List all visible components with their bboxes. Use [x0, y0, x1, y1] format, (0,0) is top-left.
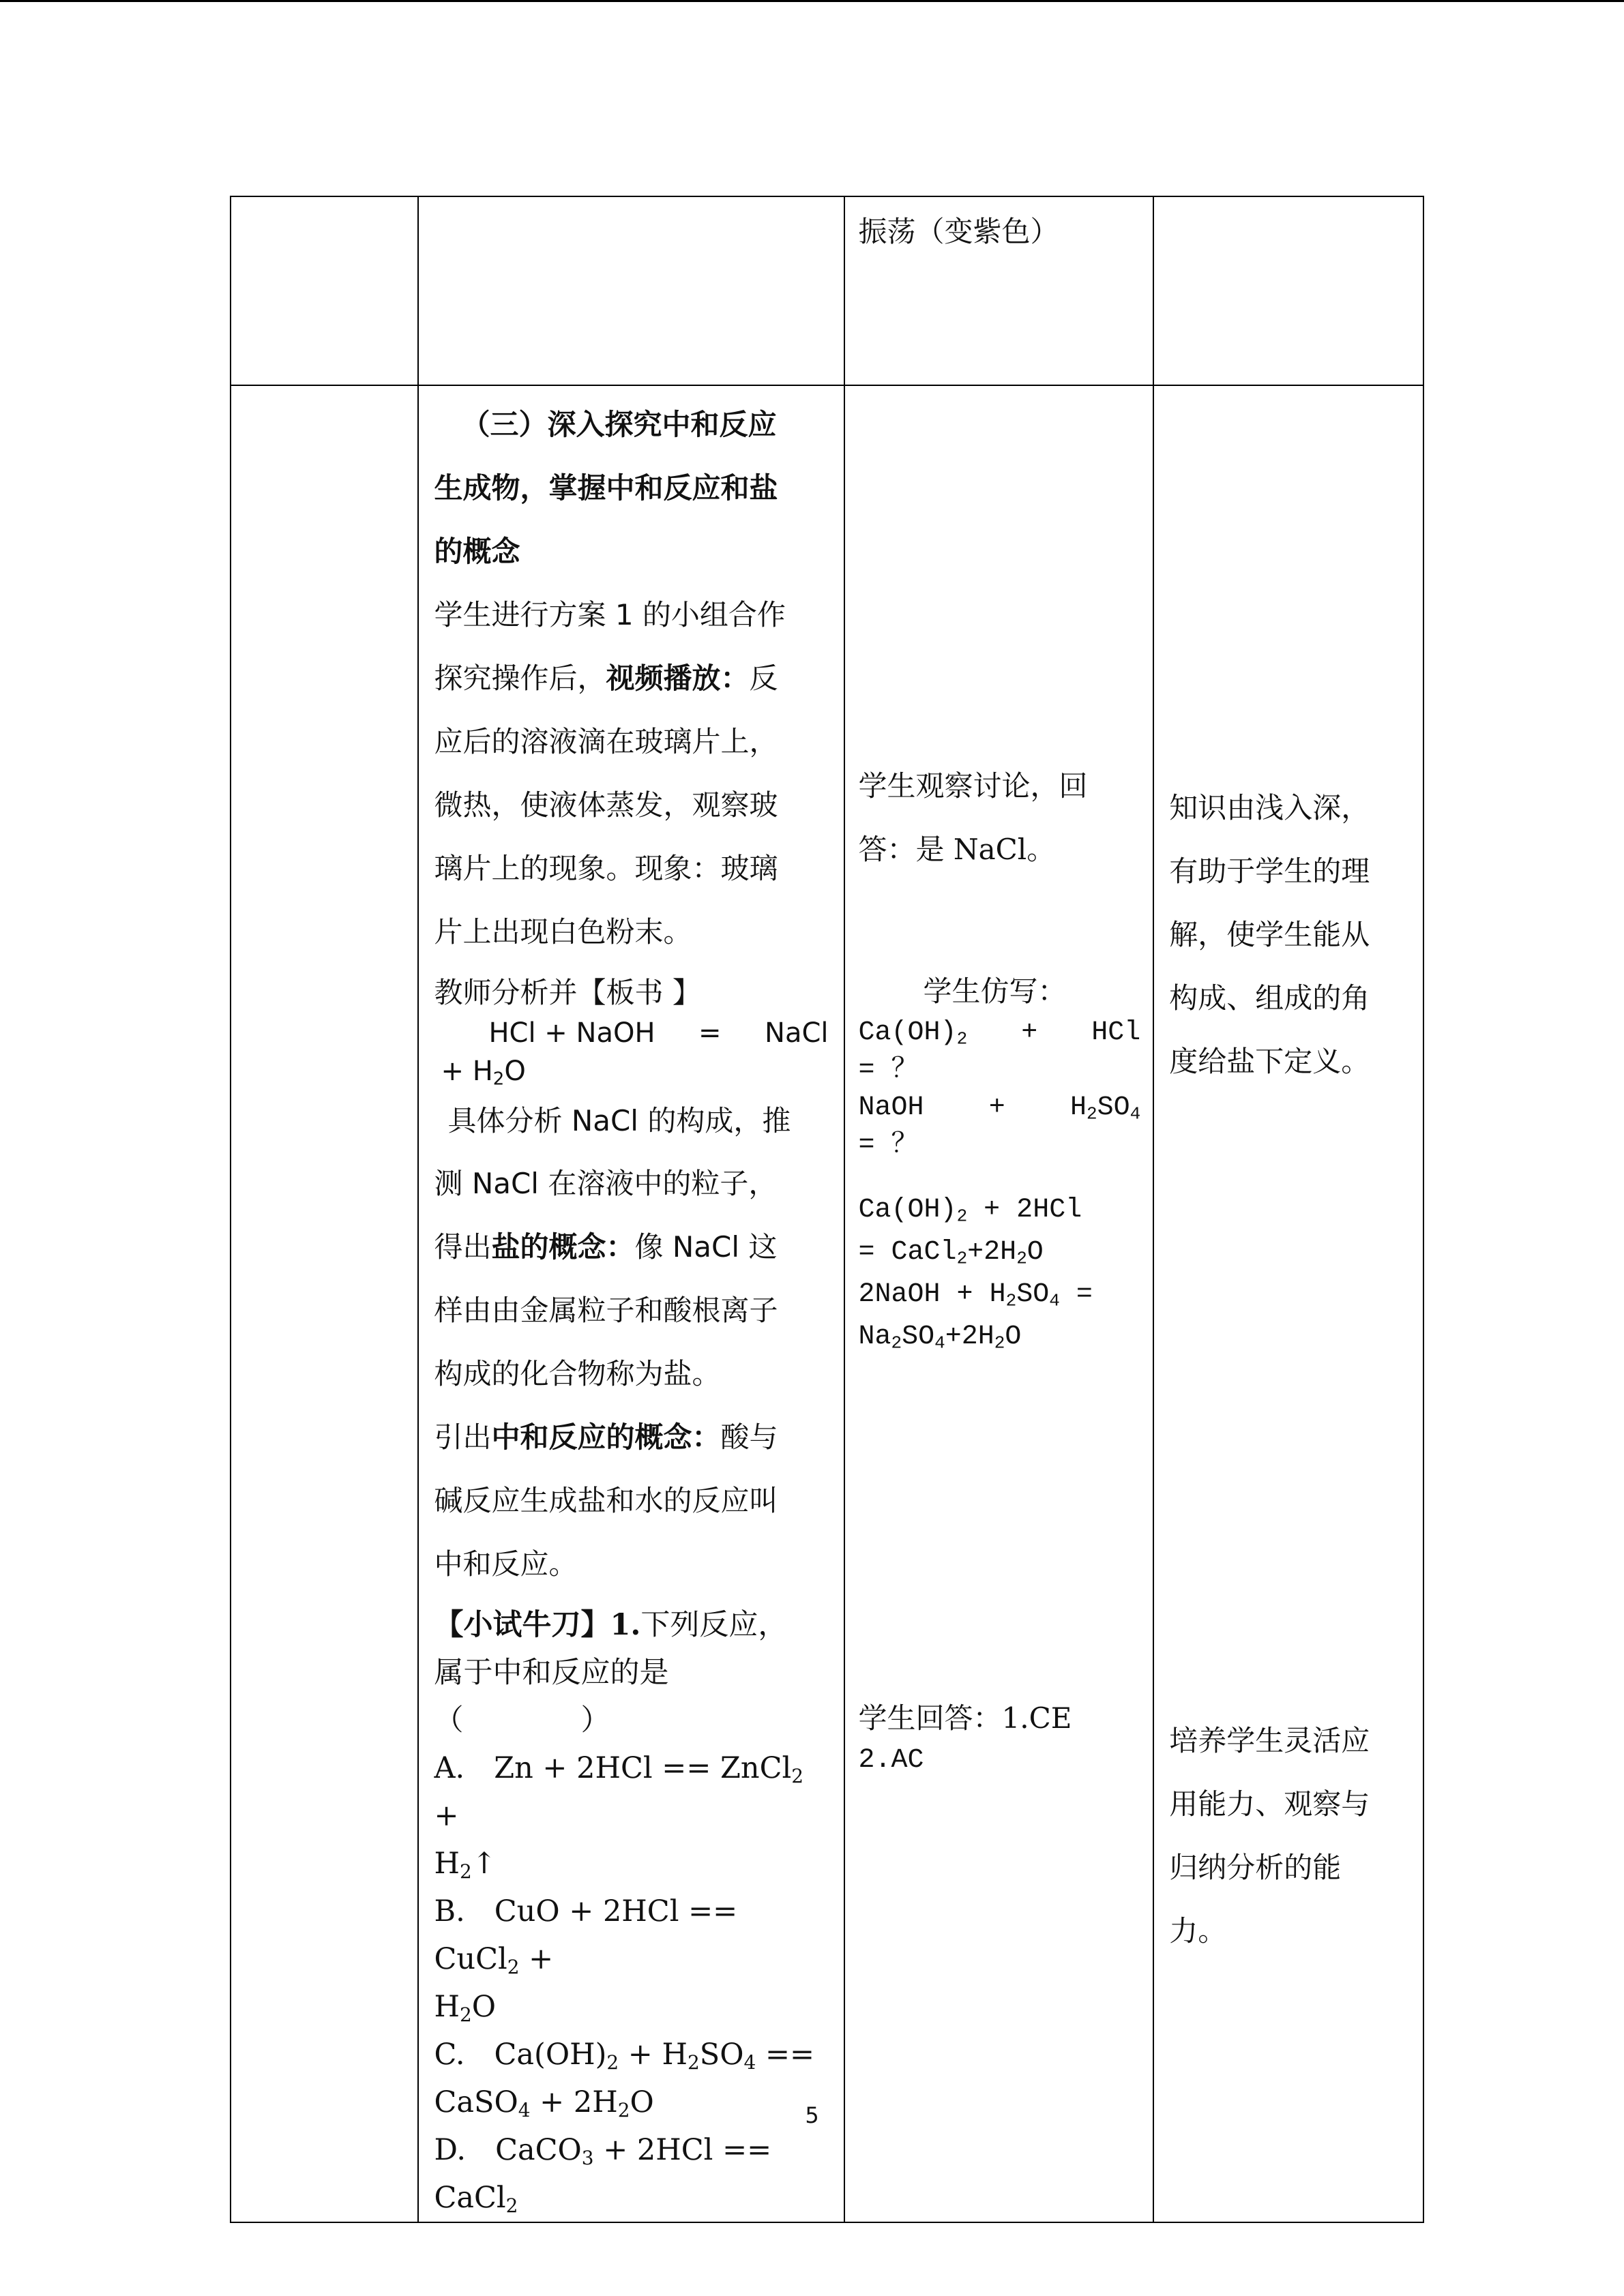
paragraph: 微热，使液体蒸发，观察玻 [434, 788, 778, 822]
paragraph: 碱反应生成盐和水的反应叫 [434, 1484, 778, 1517]
paragraph: 样由由金属粒子和酸根离子 [434, 1294, 778, 1327]
paragraph: 中和反应。 [434, 1547, 578, 1581]
top-border-line [0, 0, 1624, 2]
design-intent-content [1154, 386, 1423, 2222]
quiz-option-c: CaSO$_4$ + $2H_2O$ [434, 2085, 654, 2121]
paragraph: 测 NaCl 在溶液中的粒子， [434, 1167, 778, 1200]
row1-student-text: 振荡（变紫色） [858, 215, 1059, 248]
page-number: 5 [805, 2102, 819, 2128]
design-intent-line: 知识由浅入深， [1169, 791, 1370, 824]
design-intent-line: 度给盐下定义。 [1169, 1045, 1370, 1078]
quiz-question: 【小试牛刀】1.下列反应， [434, 1608, 788, 1642]
student-answer-block [859, 754, 1088, 881]
table-row [231, 196, 1423, 385]
student-answer-line: 学生回答：1.CE [858, 1701, 1072, 1735]
section-title: （三）深入探究中和反应 [461, 408, 777, 441]
design-intent-line: 用能力、观察与 [1169, 1787, 1370, 1821]
teacher-board-label: 教师分析并【板书 】 [434, 976, 701, 1009]
quiz-option-c: C. $Ca(OH)_2 + H_2SO_4$ == [434, 2038, 815, 2074]
paragraph: 探究操作后，视频播放：反 [434, 661, 778, 695]
equation-line: $Na_2SO_4+2H_2O$ [858, 1322, 1022, 1354]
quiz-option-a: $H_2↑$ [434, 1847, 497, 1883]
design-intent-line: 解，使学生能从 [1169, 918, 1370, 951]
quiz-option-d: D. CaCO$_3$ + 2HCl == CaCl$_2$ [434, 2133, 772, 2217]
design-intent-block [1169, 776, 1370, 1093]
table-row [231, 385, 1423, 2222]
student-answer-block [859, 1697, 1072, 1782]
imitation-label: 学生仿写： [923, 974, 1067, 1008]
equation-line: 2NaOH + $H_2SO_4$ = [858, 1279, 1093, 1311]
paragraph: 应后的溶液滴在玻璃片上， [434, 725, 778, 758]
table-cell-teacher-activity [418, 385, 844, 2222]
equation-line: = ？ [858, 1055, 919, 1086]
section-title: 的概念 [434, 535, 520, 568]
table-cell-student-activity [844, 196, 1154, 385]
table-cell-design-intent [1153, 385, 1423, 2222]
design-intent-line: 构成、组成的角 [1169, 981, 1370, 1015]
section-title: 生成物，掌握中和反应和盐 [434, 471, 778, 505]
equation-line: + $H_2O$ [441, 1056, 526, 1090]
student-answer-line: 答：是 NaCl。 [858, 833, 1056, 866]
design-intent-line: 力。 [1169, 1914, 1227, 1948]
design-intent-block [1169, 1709, 1370, 1963]
paragraph: 学生进行方案 1 的小组合作 [434, 598, 786, 631]
paragraph: 片上出现白色粉末。 [434, 915, 692, 949]
quiz-question: 属于中和反应的是 [434, 1656, 669, 1690]
equation-line: HCl + NaOH = NaCl [488, 1017, 829, 1049]
equation-line: $Ca(OH)_2$ + HCl [858, 1017, 1141, 1049]
equation-line: NaOH + $H_2SO_4$ [858, 1092, 1141, 1124]
paragraph: 璃片上的现象。现象：玻璃 [434, 852, 778, 885]
design-intent-line: 归纳分析的能 [1169, 1851, 1342, 1884]
teacher-activity-content [419, 386, 843, 2228]
paragraph: 得出盐的概念：像 NaCl 这 [434, 1230, 778, 1264]
paragraph: 引出中和反应的概念：酸与 [434, 1420, 778, 1454]
paragraph: 构成的化合物称为盐。 [434, 1357, 721, 1390]
table-cell-empty [231, 385, 418, 2222]
quiz-option-b: $H_2O$ [434, 1990, 497, 2026]
quiz-option-b: B. CuO + 2HCl == CuCl$_2$ + [434, 1894, 738, 1978]
student-imitation-block [859, 971, 1141, 1358]
paragraph: 具体分析 NaCl 的构成，推 [447, 1104, 791, 1137]
design-intent-line: 有助于学生的理 [1169, 854, 1370, 888]
equation-line: = $CaCl_2+2H_2O$ [858, 1237, 1044, 1269]
quiz-answer-blank: （ ） [434, 1703, 610, 1738]
lesson-plan-table [230, 196, 1424, 2223]
student-activity-content [845, 386, 1153, 2222]
quiz-option-a: A. Zn + 2HCl == ZnCl$_2$ + [434, 1751, 804, 1833]
student-answer-line: 2.AC [858, 1745, 924, 1776]
table-cell-empty [1153, 196, 1423, 385]
design-intent-line: 培养学生灵活应 [1169, 1724, 1370, 1757]
table-cell-empty [418, 196, 844, 385]
table-cell-student-activity [844, 385, 1154, 2222]
equation-line: $Ca(OH)_2 + 2HCl$ [858, 1195, 1082, 1227]
equation-line: = ？ [858, 1130, 919, 1161]
table-cell-empty [231, 196, 418, 385]
student-answer-line: 学生观察讨论，回 [858, 769, 1088, 803]
